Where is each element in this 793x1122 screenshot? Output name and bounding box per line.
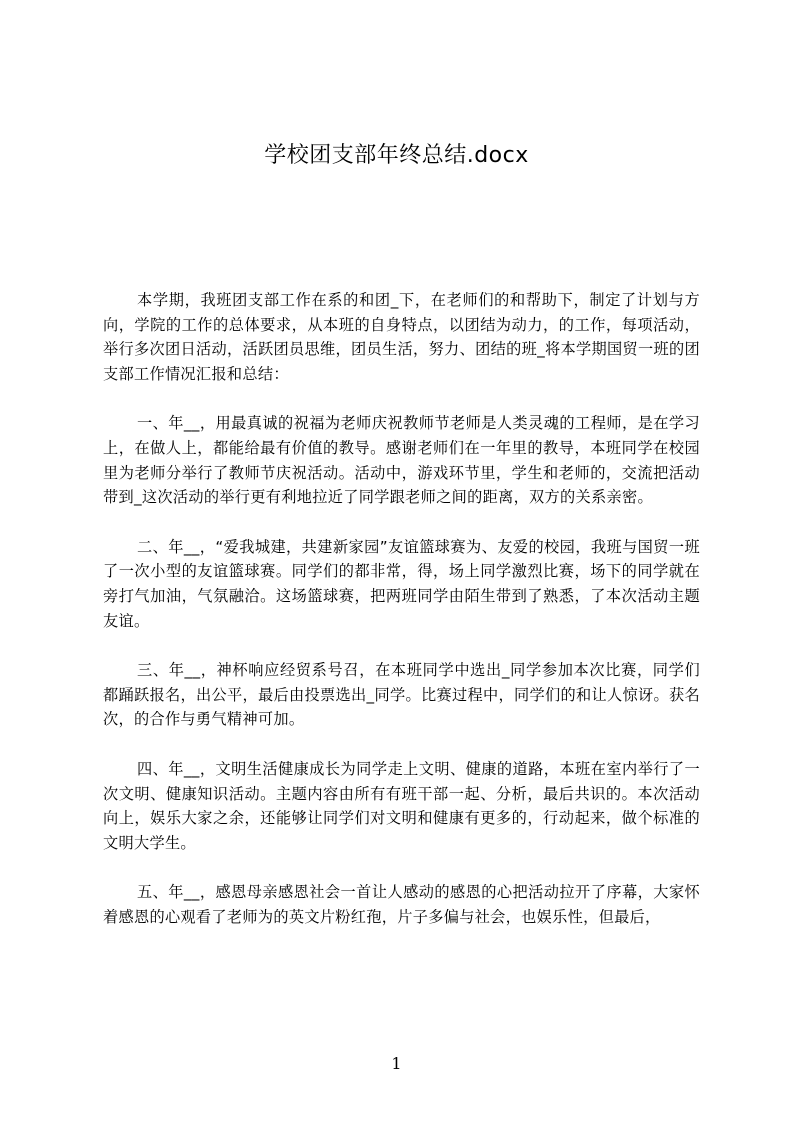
paragraph-teachers-day: 一、年__，用最真诚的祝福为老师庆祝教师节老师是人类灵魂的工程师，是在学习上，在做人上，都能给最有价值的教导。感谢老师们在一年里的教导，本班同学在校园里为老师分举行了教师节庆祝活动。活动中，游戏环节里，学生和老师的，交流把活动带到_这次活动的举行更有利地拉近了同学跟老师之间的距离，双方的关系亲密。 (103, 414, 700, 507)
paragraph-competition: 三、年__，神杯响应经贸系号召，在本班同学中选出_同学参加本次比赛，同学们都踊跃报名，出公平，最后由投票选出_同学。比赛过程中，同学们的和让人惊讶。获名次，的合作与勇气精神可加。 (103, 661, 700, 729)
paragraph-intro: 本学期，我班团支部工作在系的和团_下，在老师们的和帮助下，制定了计划与方向，学院的工作的总体要求，从本班的自身特点，以团结为动力，的工作，每项活动，举行多次团日活动，活跃团员思维，团员生活，努力、团结的班_将本学期国贸一班的团支部工作情况汇报和总结： (103, 291, 700, 383)
paragraph-gratitude: 五、年__，感恩母亲感恩社会一首让人感动的感恩的心把活动拉开了序幕，大家怀着感恩的心观看了老师为的英文片粉红孢，片子多偏与社会，也娱乐性，但最后， (103, 883, 700, 926)
document-body (103, 288, 700, 954)
paragraph-basketball: 二、年__，“爱我城建，共建新家园”友谊篮球赛为、友爱的校园，我班与国贸一班了一次小型的友谊篮球赛。同学们的都非常，得，场上同学激烈比赛，场下的同学就在旁打气加油，气氛融洽。这场篮球赛，把两班同学由陌生带到了熟悉，了本次活动主题友谊。 (103, 537, 700, 630)
page-number: 1 (391, 1054, 402, 1073)
document-title: 学校团支部年终总结.docx (264, 143, 529, 168)
paragraph-civilized-life: 四、年__，文明生活健康成长为同学走上文明、健康的道路，本班在室内举行了一次文明、健康知识活动。主题内容由所有有班干部一起、分析，最后共识的。本次活动向上，娱乐大家之余，还能够让同学们对文明和健康有更多的，行动起来，做个标准的文明大学生。 (103, 759, 700, 852)
